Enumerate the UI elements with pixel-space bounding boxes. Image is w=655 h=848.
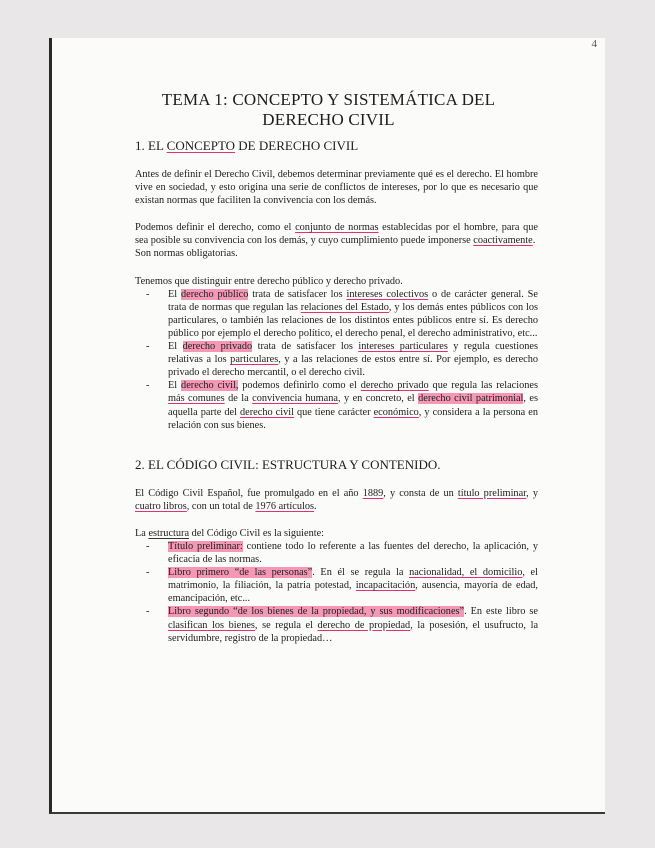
section-1-heading: 1. EL CONCEPTO DE DERECHO CIVIL	[135, 138, 359, 153]
document-body	[135, 138, 538, 645]
title-line-1: TEMA 1: CONCEPTO Y SISTEMÁTICA DEL	[161, 90, 496, 109]
list-item-civil-law: - El derecho civil, podemos definirlo como el derecho privado que regula las relaciones más comunes de la convivencia humana, y en concreto, el derecho civil patrimonial, es aquella parte del derecho civil que tiene carácter económico, y considera a la persona en relación con sus bienes.	[168, 379, 538, 431]
page-title	[52, 90, 605, 130]
document-page	[49, 38, 605, 814]
paragraph-structure: La estructura del Código Civil es la siguiente:	[135, 527, 325, 539]
paragraph-code-facts: El Código Civil Español, fue promulgado en el año 1889, y consta de un título preliminar, y cuatro libros, con un total de 1976 artículos.	[135, 487, 538, 512]
paragraph-intro: Antes de definir el Derecho Civil, debemos determinar previamente qué es el derecho. El hombre vive en sociedad, y esto origina una serie de conflictos de intereses, por lo que es necesario que existan normas que faciliten la convivencia con los demás.	[135, 169, 538, 207]
list-item-book-two: - Libro segundo “de los bienes de la propiedad, y sus modificaciones”. En este libro se clasifican los bienes, se regula el derecho de propiedad, la posesión, el usufructo, la servidumbre, registro de la propiedad…	[168, 605, 538, 644]
paragraph-distinction: Tenemos que distinguir entre derecho público y derecho privado.	[135, 275, 403, 287]
page-corner-mark: 4	[591, 38, 597, 50]
code-structure-list	[135, 540, 538, 645]
list-item-public-law: - El derecho público trata de satisfacer los intereses colectivos o de carácter general. Se trata de normas que regulan las relaciones del Estado, y los demás entes públicos con los particulares, o también las relaciones de los distintos entes públicos entre sí. Es derecho público por ejemplo el derecho político, el derecho penal, el derecho administrativo, etc...	[168, 288, 538, 340]
list-item-private-law: - El derecho privado trata de satisfacer los intereses particulares y regula cuestiones relativas a los particulares, y a las relaciones de estos entre sí. Por ejemplo, es derecho privado el derecho mercantil, o el derecho civil.	[168, 340, 538, 379]
list-item-preliminary-title: - Título preliminar: contiene todo lo referente a las fuentes del derecho, la aplicación, y eficacia de las normas.	[168, 540, 538, 566]
title-line-2: DERECHO CIVIL	[262, 110, 395, 129]
law-types-list	[135, 288, 538, 432]
list-item-book-one: - Libro primero “de las personas”. En él se regula la nacionalidad, el domicilio, el matrimonio, la filiación, la patria potestad, incapacitación, ausencia, mayoría de edad, emancipación, etc...	[168, 566, 538, 605]
paragraph-obligatory: Son normas obligatorias.	[135, 248, 238, 260]
paragraph-definition: Podemos definir el derecho, como el conjunto de normas establecidas por el hombre, para que sea posible su convivencia con los demás, y cuyo cumplimiento puede imponerse coactivamente.	[135, 222, 538, 247]
section-2-heading: 2. EL CÓDIGO CIVIL: ESTRUCTURA Y CONTENIDO.	[135, 456, 441, 472]
